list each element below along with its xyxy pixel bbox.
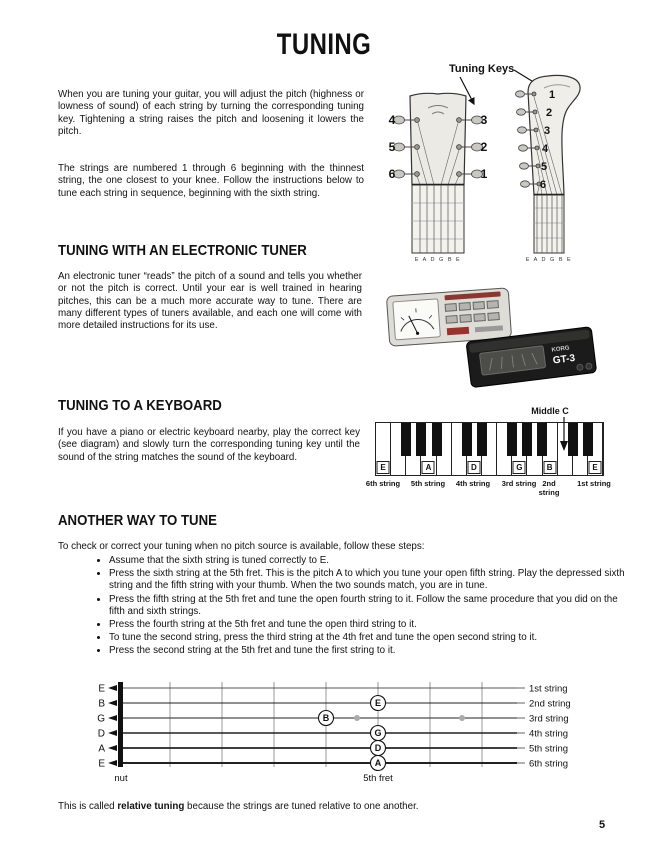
tuning-keys-figure xyxy=(378,58,614,270)
fretted-note xyxy=(371,756,386,771)
string-number: 4 xyxy=(541,143,549,155)
intro-paragraph-1: When you are tuning your guitar, you will adjust the pitch (highness or lowness of sound) of each string by turning the corresponding tuning key. Tightening a string raises the pitch and loosening it lowers the pitch. xyxy=(58,89,364,137)
open-note-label: E xyxy=(98,683,105,695)
svg-text:D: D xyxy=(374,743,382,754)
fret-label: 5th fret xyxy=(363,773,393,784)
keyboard-string-label: 2nd string xyxy=(538,479,560,497)
piano-black-key xyxy=(477,423,487,456)
page-number: 5 xyxy=(599,819,606,831)
svg-text:B: B xyxy=(322,713,330,724)
piano-black-key xyxy=(432,423,442,456)
section-heading-electronic-tuner: TUNING WITH AN ELECTRONIC TUNER xyxy=(58,242,307,259)
tuning-key-knob xyxy=(520,163,529,169)
label-ticks xyxy=(517,688,525,763)
electronic-tuner-paragraph: An electronic tuner “reads” the pitch of a sound and tells you whether or not the pitch is correct. Until your ear is well trained in hearing pitches, this can be a much more accurate way to tune. There are many different types of tuners available, and each one will come with more detailed instructions for its use. xyxy=(58,271,362,332)
string-number: 5 xyxy=(540,161,548,173)
key-note-label: E xyxy=(589,461,602,474)
position-dot xyxy=(459,715,465,721)
string-name-label: 5th string xyxy=(529,743,569,755)
electronic-tuner-1 xyxy=(386,288,511,346)
key-note-label: E xyxy=(377,461,390,474)
intro-paragraph-2: The strings are numbered 1 through 6 beginning with the thinnest string, the one closest to your knee. Follow the instructions below to tune each string in sequence, beginning with the sixth string. xyxy=(58,163,364,199)
string-number: 3 xyxy=(480,113,488,127)
string-number: 6 xyxy=(539,179,547,191)
tuning-step: • Press the sixth string at the 5th fret. This is the pitch A to which you tune your open fifth string. Play the depressed sixth string and the fifth string with your thumb. When the two sounds match, you are in tune. xyxy=(109,568,633,592)
string-number: 2 xyxy=(480,140,488,154)
electric-neck xyxy=(534,195,564,253)
fretted-note xyxy=(371,696,386,711)
key-note-label: B xyxy=(543,461,556,474)
tuning-key-knob xyxy=(519,145,528,151)
svg-text:E: E xyxy=(374,698,382,709)
footer-text xyxy=(58,801,419,812)
string-number: 2 xyxy=(545,107,553,119)
piano-black-key xyxy=(537,423,547,456)
string-number: 1 xyxy=(548,89,556,101)
tuning-steps-list xyxy=(96,555,633,659)
tuning-key-knob xyxy=(518,127,527,133)
keyboard-string-label: 6th string xyxy=(365,479,401,488)
fretted-note xyxy=(371,726,386,741)
footer-prefix: This is called xyxy=(58,801,118,812)
piano-black-key xyxy=(462,423,472,456)
keyboard-string-label: 5th string xyxy=(410,479,446,488)
section-heading-keyboard: TUNING TO A KEYBOARD xyxy=(58,397,222,414)
acoustic-headstock xyxy=(389,93,488,263)
fretboard-diagram xyxy=(55,678,635,790)
fretted-note xyxy=(319,711,334,726)
electric-headstock xyxy=(516,75,581,263)
electric-string-letters: E A D G B E xyxy=(525,257,573,263)
tuner-brand-label: KORG xyxy=(551,345,570,354)
tuner-button xyxy=(577,364,584,371)
string-number: 4 xyxy=(388,113,396,127)
string-name-label: 1st string xyxy=(529,683,568,695)
nut-label: nut xyxy=(114,773,128,784)
key-note-label: G xyxy=(513,461,526,474)
nut-bar xyxy=(118,682,123,767)
open-note-label: D xyxy=(97,728,105,740)
section-heading-another-way: ANOTHER WAY TO TUNE xyxy=(58,512,217,529)
svg-text:A: A xyxy=(374,758,382,769)
piano-black-key xyxy=(507,423,517,456)
piano-black-key xyxy=(401,423,411,456)
string-arrowheads xyxy=(108,685,117,766)
position-dot xyxy=(354,715,360,721)
page-title: TUNING xyxy=(276,28,372,61)
piano-black-key xyxy=(583,423,593,456)
keyboard-figure xyxy=(365,406,611,506)
piano-black-key xyxy=(522,423,532,456)
footer-bold-term: relative tuning xyxy=(117,801,185,812)
tuning-keys-label: Tuning Keys xyxy=(449,63,515,75)
fretted-note xyxy=(371,741,386,756)
acoustic-string-letters: E A D G B E xyxy=(414,257,462,263)
string-number: 5 xyxy=(388,140,396,154)
footer-suffix: because the strings are tuned relative to one another. xyxy=(184,801,419,812)
open-note-label: B xyxy=(98,698,105,710)
tuning-key-knob xyxy=(521,181,530,187)
string-name-label: 4th string xyxy=(529,728,569,740)
keyboard-paragraph: If you have a piano or electric keyboard nearby, play the correct key (see diagram) and slowly turn the corresponding tuning key until the sound of the string matches the sound of the keyboard. xyxy=(58,427,360,463)
keyboard-string-label: 3rd string xyxy=(501,479,537,488)
key-note-label: D xyxy=(467,461,480,474)
keyboard-string-label: 1st string xyxy=(577,479,611,488)
tuning-step: • Press the fourth string at the 5th fret and tune the open third string to it. xyxy=(109,619,633,631)
middle-c-label: Middle C xyxy=(531,406,569,416)
string-name-label: 6th string xyxy=(529,758,569,770)
another-way-intro: To check or correct your tuning when no pitch source is available, follow these steps: xyxy=(58,541,425,552)
piano-black-key xyxy=(416,423,426,456)
piano-white-key xyxy=(376,423,391,475)
open-note-label: E xyxy=(98,758,105,770)
string-name-label: 2nd string xyxy=(529,698,571,710)
open-note-label: A xyxy=(98,743,105,755)
keyboard-string-label: 4th string xyxy=(455,479,491,488)
tuner-button xyxy=(586,363,593,370)
tuning-step: • Assume that the sixth string is tuned correctly to E. xyxy=(109,555,633,567)
electronic-tuners-figure xyxy=(380,280,615,402)
open-note-label: G xyxy=(97,713,105,725)
string-number: 1 xyxy=(480,167,488,181)
tuning-step: • Press the second string at the 5th fret and tune the first string to it. xyxy=(109,645,633,657)
tuning-step: • Press the fifth string at the 5th fret and tune the open fourth string to it. Follow the same procedure that you did on the fifth and sixth strings. xyxy=(109,594,633,618)
string-name-label: 3rd string xyxy=(529,713,569,725)
string-number: 3 xyxy=(543,125,551,137)
tuning-step: • To tune the second string, press the third string at the 4th fret and tune the open second string to it. xyxy=(109,632,633,644)
tuner-model-label: GT-3 xyxy=(552,352,576,367)
key-note-label: A xyxy=(422,461,435,474)
tuning-key-knob xyxy=(516,91,525,97)
string-number: 6 xyxy=(388,167,396,181)
tuning-key-knob xyxy=(517,109,526,115)
svg-text:G: G xyxy=(374,728,382,739)
middle-c-arrow-icon xyxy=(558,417,570,453)
